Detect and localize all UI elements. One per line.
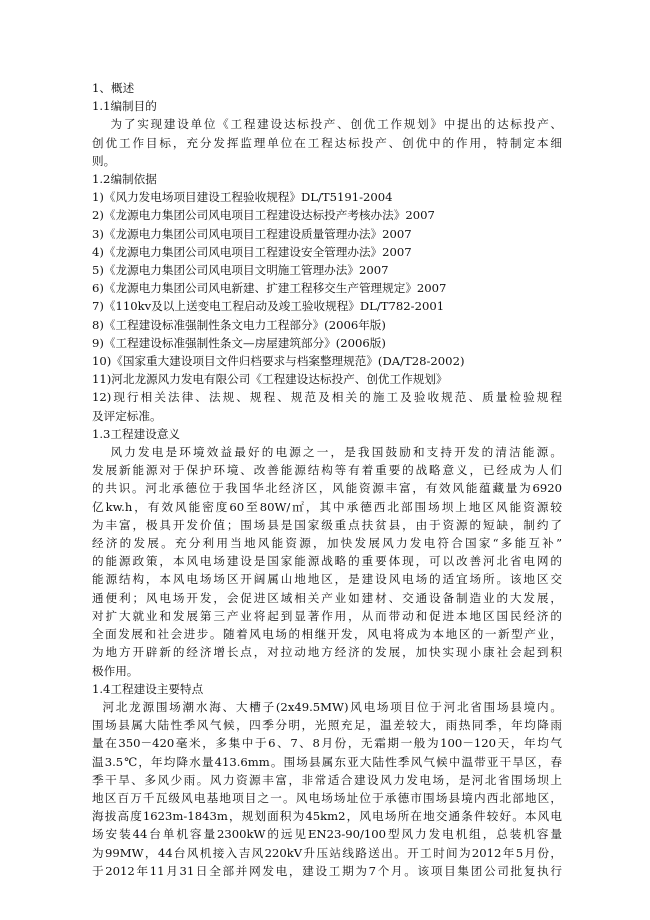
basis-item: 7)《110kv及以上送变电工程启动及竣工验收规程》DL/T782-2001 (92, 299, 445, 314)
basis-item: 4)《龙源电力集团公司风电项目工程建设安全管理办法》2007 (92, 244, 412, 259)
section-1-3-heading: 1.3工程建设意义 (92, 426, 181, 441)
purpose-line: 为了实现建设单位《工程建设达标投产、创优工作规划》中提出的达标投产、 (110, 117, 562, 132)
significance-line: 通便利；风电场开发，会促进区域相关产业如建材、交通设备制造业的大发展， (92, 590, 562, 605)
features-line: 地区百万千瓦级风电基地项目之一。风电场场址位于承德市围场县境内西北部地区， (92, 790, 562, 805)
features-line: 为99MW，44台风机接入吉风220kV升压站线路送出。开工时间为2012年5月份， (92, 845, 562, 860)
significance-line: 为地方开辟新的经济增长点，对拉动地方经济的发展，加快实现小康社会起到积 (92, 645, 562, 660)
features-line: 温3.5℃，年均降水量413.6mm。围场县属东亚大陆性季风气候中温带亚干旱区，春 (92, 754, 562, 769)
section-1-4-heading: 1.4工程建设主要特点 (92, 681, 204, 696)
significance-line: 发展新能源对于保护环境、改善能源结构等有着重要的战略意义，已经成为人们 (92, 463, 562, 478)
basis-item: 9)《工程建设标准强制性条文—房屋建筑部分》(2006版) (92, 335, 386, 350)
significance-line: 极作用。 (92, 663, 139, 678)
purpose-line: 则。 (92, 153, 116, 168)
significance-line: 全面发展和社会进步。随着风电场的相继开发，风电将成为本地区的一新型产业， (92, 627, 562, 642)
significance-line: 的能源政策，本风电场建设是国家能源战略的重要体现，可以改善河北省电网的 (92, 554, 562, 569)
features-line: 场安装44台单机容量2300kW的远见EN23-90/100型风力发电机组，总装机容量 (92, 827, 562, 842)
basis-item: 10)《国家重大建设项目文件归档要求与档案整理规范》(DA/T28-2002) (92, 354, 465, 369)
basis-item: 6)《龙源电力集团公司风电新建、扩建工程移交生产管理规定》2007 (92, 281, 447, 296)
significance-line: 风力发电是环境效益最好的电源之一，是我国鼓励和支持开发的清洁能源。 (110, 445, 562, 460)
basis-item: 12)现行相关法律、法规、规程、规范及相关的施工及验收规范、质量检验规程 (92, 390, 562, 405)
significance-line: 的共识。河北承德位于我国华北经济区，风能资源丰富，有效风能蕴藏量为6920 (92, 481, 562, 496)
basis-item: 3)《龙源电力集团公司风电项目工程建设质量管理办法》2007 (92, 226, 412, 241)
basis-item: 11)河北龙源风力发电有限公司《工程建设达标投产、创优工作规划》 (92, 372, 448, 387)
features-line: 于2012年11月31日全部并网发电，建设工期为7个月。该项目集团公司批复执行 (92, 863, 562, 878)
basis-item: 及评定标准。 (92, 408, 162, 423)
features-line: 河北龙源围场潮水海、大槽子(2x49.5MW)风电场项目位于河北省围场县境内。 (102, 699, 562, 714)
significance-line: 经济的发展。充分利用当地风能资源，加快发展风力发电符合国家“多能互补” (92, 536, 562, 551)
section-1-2-heading: 1.2编制依据 (92, 172, 157, 187)
purpose-line: 创优工作目标，充分发挥监理单位在工程达标投产、创优中的作用，特制定本细 (92, 135, 562, 150)
significance-line: 对扩大就业和发展第三产业将起到显著作用，从而带动和促进本地区国民经济的 (92, 608, 562, 623)
basis-item: 5)《龙源电力集团公司风电项目文明施工管理办法》2007 (92, 263, 389, 278)
section-1-heading: 1、概述 (92, 81, 135, 95)
features-line: 季干旱、多风少雨。风力资源丰富，非常适合建设风力发电场，是河北省围场坝上 (92, 772, 562, 787)
section-1-1-heading: 1.1编制目的 (92, 99, 157, 114)
features-line: 海拔高度1623m-1843m，规划面积为45km2，风电场所在地交通条件较好。本风电 (92, 809, 562, 824)
basis-item: 1)《风力发电场项目建设工程验收规程》DL/T5191-2004 (92, 190, 393, 205)
features-line: 量在350－420毫米，多集中于6、7、8月份，无霜期一般为100－120天，年均气 (92, 736, 562, 751)
basis-item: 8)《工程建设标准强制性条文电力工程部分》(2006年版) (92, 317, 386, 332)
significance-line: 能源结构，本风电场场区开阔属山地地区，是建设风电场的适宜场所。该地区交 (92, 572, 562, 587)
significance-line: 为丰富，极具开发价值；围场县是国家级重点扶贫县，由于资源的短缺，制约了 (92, 517, 562, 532)
significance-line: 亿kw.h，有效风能密度60至80W/㎡，其中承德西北部围场坝上地区风能资源较 (92, 499, 562, 514)
basis-item: 2)《龙源电力集团公司风电项目工程建设达标投产考核办法》2007 (92, 208, 435, 223)
features-line: 围场县属大陆性季风气候，四季分明，光照充足，温差较大，雨热同季，年均降雨 (92, 718, 562, 733)
